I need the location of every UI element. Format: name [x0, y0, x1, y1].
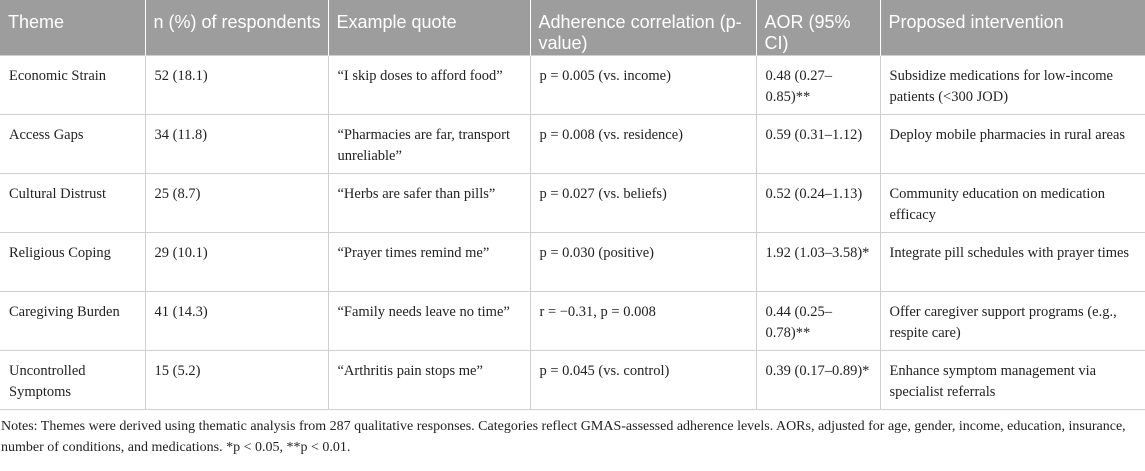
cell-theme: Economic Strain — [0, 55, 145, 114]
cell-aor: 0.52 (0.24–1.13) — [756, 173, 880, 232]
cell-respondents: 34 (11.8) — [145, 114, 328, 173]
table-notes: Notes: Themes were derived using thematic analysis from 287 qualitative responses. Categories reflect GMAS-assessed adherence levels. AORs, adjusted for age, gender, income, education, insurance, number of conditions, and medications. *p < 0.05, **p < 0.01. — [1, 419, 1126, 455]
cell-respondents: 15 (5.2) — [145, 350, 328, 409]
cell-quote: “Prayer times remind me” — [328, 232, 530, 291]
cell-intervention: Community education on medication efficacy — [880, 173, 1145, 232]
header-adherence-correlation: Adherence correlation (p-value) — [530, 0, 756, 55]
table-row — [0, 55, 1145, 114]
header-respondents: n (%) of respondents — [145, 0, 328, 55]
table-header — [0, 0, 1145, 55]
cell-intervention: Enhance symptom management via specialist referrals — [880, 350, 1145, 409]
cell-correlation: p = 0.045 (vs. control) — [530, 350, 756, 409]
cell-quote: “I skip doses to afford food” — [328, 55, 530, 114]
cell-quote: “Herbs are safer than pills” — [328, 173, 530, 232]
cell-aor: 0.44 (0.25–0.78)** — [756, 291, 880, 350]
cell-aor: 0.59 (0.31–1.12) — [756, 114, 880, 173]
header-theme: Theme — [0, 0, 145, 55]
cell-correlation: r = −0.31, p = 0.008 — [530, 291, 756, 350]
table-row — [0, 173, 1145, 232]
cell-respondents: 52 (18.1) — [145, 55, 328, 114]
cell-intervention: Deploy mobile pharmacies in rural areas — [880, 114, 1145, 173]
table-row — [0, 291, 1145, 350]
cell-aor: 1.92 (1.03–3.58)* — [756, 232, 880, 291]
cell-respondents: 29 (10.1) — [145, 232, 328, 291]
cell-correlation: p = 0.005 (vs. income) — [530, 55, 756, 114]
cell-correlation: p = 0.027 (vs. beliefs) — [530, 173, 756, 232]
cell-aor: 0.48 (0.27–0.85)** — [756, 55, 880, 114]
cell-theme: Cultural Distrust — [0, 173, 145, 232]
table-row — [0, 114, 1145, 173]
table-row — [0, 350, 1145, 409]
cell-theme: Religious Coping — [0, 232, 145, 291]
header-example-quote: Example quote — [328, 0, 530, 55]
cell-respondents: 25 (8.7) — [145, 173, 328, 232]
header-proposed-intervention: Proposed intervention — [880, 0, 1145, 55]
cell-theme: Uncontrolled Symptoms — [0, 350, 145, 409]
cell-intervention: Subsidize medications for low-income patients (<300 JOD) — [880, 55, 1145, 114]
cell-intervention: Integrate pill schedules with prayer times — [880, 232, 1145, 291]
cell-theme: Caregiving Burden — [0, 291, 145, 350]
cell-aor: 0.39 (0.17–0.89)* — [756, 350, 880, 409]
cell-quote: “Pharmacies are far, transport unreliable” — [328, 114, 530, 173]
header-aor: AOR (95% CI) — [756, 0, 880, 55]
cell-respondents: 41 (14.3) — [145, 291, 328, 350]
table-row — [0, 232, 1145, 291]
cell-quote: “Arthritis pain stops me” — [328, 350, 530, 409]
cell-correlation: p = 0.008 (vs. residence) — [530, 114, 756, 173]
cell-correlation: p = 0.030 (positive) — [530, 232, 756, 291]
cell-theme: Access Gaps — [0, 114, 145, 173]
table-body — [0, 55, 1145, 409]
cell-intervention: Offer caregiver support programs (e.g., respite care) — [880, 291, 1145, 350]
header-row — [0, 0, 1145, 55]
cell-quote: “Family needs leave no time” — [328, 291, 530, 350]
